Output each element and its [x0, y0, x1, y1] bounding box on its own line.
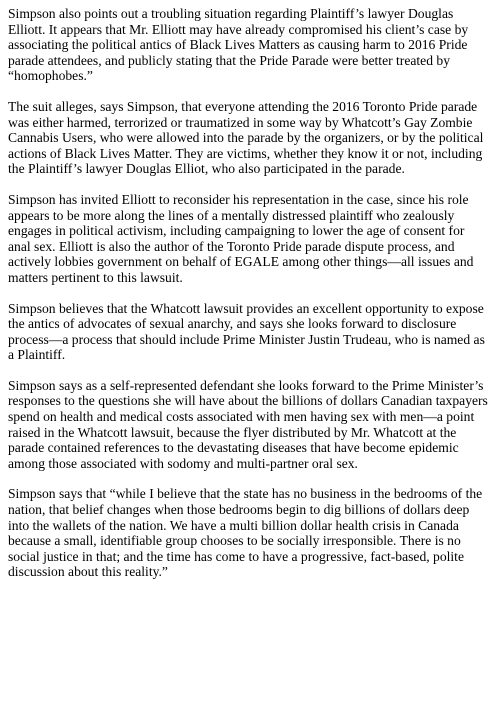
paragraph-quote: Simpson says that “while I believe that the state has no business in the bedrooms of the nation, that belief changes when those bedrooms begin to dig billions of dollars deep into the wallets of the nation. We have a multi billion dollar health crisis in Canada because a small, identifiable group chooses to be socially irresponsible. There is no social justice in that; and the time has come to have a progressive, fact-based, polite discussion about this reality.” [8, 486, 483, 580]
paragraph-elliott-conflict: Simpson also points out a troubling situation regarding Plaintiff’s lawyer Douglas Elliott. It appears that Mr. Elliott may have already compromised his client’s case by associating the political antics of Black Lives Matters as causing harm to 2016 Pride parade attendees, and publicly stating that the Pride Parade were better treated by “homophobes.” [8, 6, 469, 84]
paragraph-disclosure-process: Simpson believes that the Whatcott lawsuit provides an excellent opportunity to expose the antics of advocates of sexual anarchy, and says she looks forward to disclosure process—a process that should include Prime Minister Justin Trudeau, who is named as a Plaintiff. [8, 300, 485, 363]
paragraph-suit-alleges: The suit alleges, says Simpson, that everyone attending the 2016 Toronto Pride parade was either harmed, terrorized or traumatized in some way by Whatcott’s Gay Zombie Cannabis Users, who were allowed into the parade by the organizers, or by the political actions of Black Lives Matter. They are victims, whether they know it or not, including the Plaintiff’s lawyer Douglas Elliot, who also participated in the parade. [8, 98, 484, 177]
paragraph-invitation-reconsider: Simpson has invited Elliott to reconsider his representation in the case, since his role appears to be more along the lines of a mentally distressed plaintiff who zealously engages in political activism, including campaigning to lower the age of consent for anal sex. Elliott is also the author of the Toronto Pride parade dispute process, and actively lobbies government on behalf of EGALE among other things—all issues and matters pertinent to this lawsuit. [8, 191, 474, 285]
paragraph-prime-minister-questions: Simpson says as a self-represented defendant she looks forward to the Prime Minister’s responses to the questions she will have about the billions of dollars Canadian taxpayers spend on health and medical costs associated with men having sex with men—a point raised in the Whatcott lawsuit, because the flyer distributed by Mr. Whatcott at the parade contained references to the devastating diseases that have become epidemic among those associated with sodomy and multi-partner oral sex. [8, 377, 488, 471]
